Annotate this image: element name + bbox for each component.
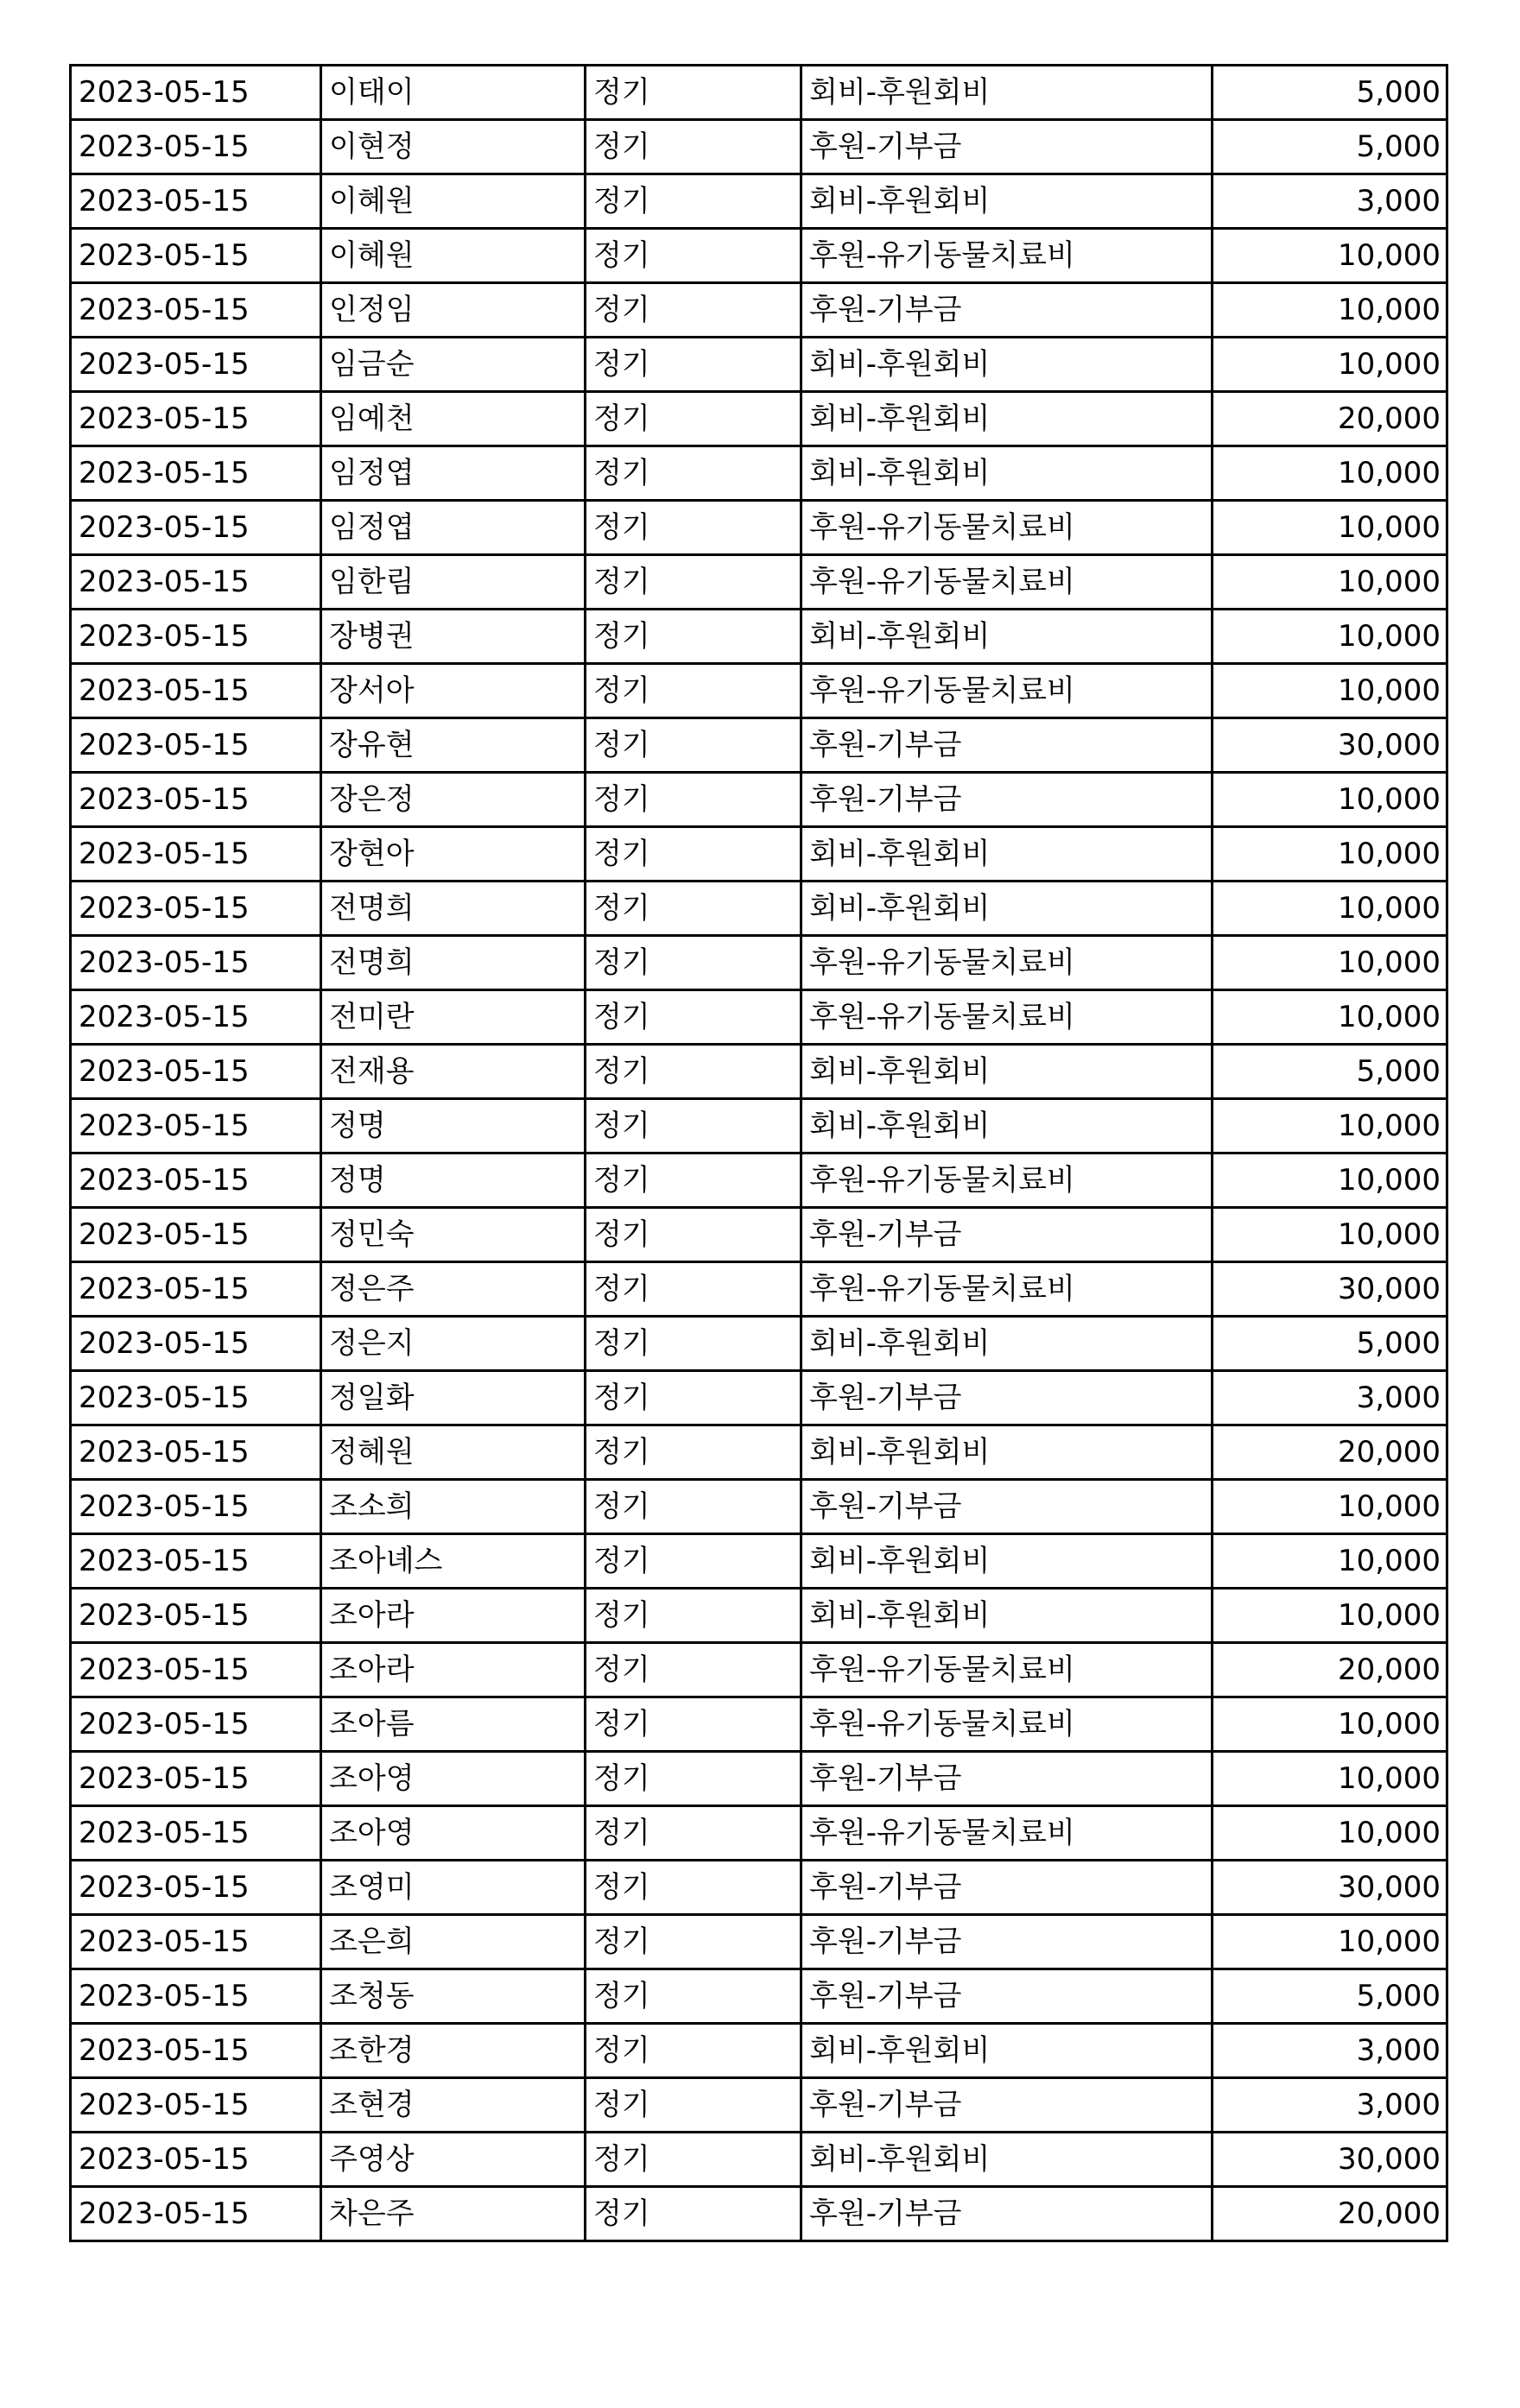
cell-amount: 5,000 <box>1213 1969 1447 2024</box>
cell-category: 후원-기부금 <box>801 1480 1213 1534</box>
cell-donor-name: 임예천 <box>321 392 586 446</box>
cell-donation-type: 정기 <box>586 1534 801 1589</box>
cell-donation-type: 정기 <box>586 1752 801 1806</box>
cell-donor-name: 장유현 <box>321 718 586 773</box>
cell-amount: 30,000 <box>1213 1262 1447 1317</box>
cell-date: 2023-05-15 <box>71 1969 321 2024</box>
cell-date: 2023-05-15 <box>71 1589 321 1643</box>
cell-donation-type: 정기 <box>586 555 801 610</box>
cell-date: 2023-05-15 <box>71 501 321 555</box>
cell-category: 후원-유기동물치료비 <box>801 936 1213 990</box>
table-row <box>71 1806 1447 1861</box>
cell-donor-name: 조소희 <box>321 1480 586 1534</box>
cell-date: 2023-05-15 <box>71 446 321 501</box>
cell-amount: 10,000 <box>1213 1589 1447 1643</box>
cell-donor-name: 정은지 <box>321 1317 586 1371</box>
cell-donation-type: 정기 <box>586 1425 801 1480</box>
table-row <box>71 1153 1447 1208</box>
cell-donation-type: 정기 <box>586 1861 801 1915</box>
table-row <box>71 446 1447 501</box>
cell-donor-name: 조현경 <box>321 2078 586 2133</box>
table-row <box>71 283 1447 338</box>
cell-donor-name: 정명 <box>321 1153 586 1208</box>
cell-category: 후원-유기동물치료비 <box>801 990 1213 1045</box>
cell-category: 회비-후원회비 <box>801 174 1213 229</box>
cell-amount: 3,000 <box>1213 1371 1447 1425</box>
cell-amount: 20,000 <box>1213 1643 1447 1697</box>
cell-category: 후원-유기동물치료비 <box>801 1643 1213 1697</box>
cell-donation-type: 정기 <box>586 2133 801 2187</box>
cell-category: 회비-후원회비 <box>801 1099 1213 1153</box>
cell-donation-type: 정기 <box>586 229 801 283</box>
table-row <box>71 1969 1447 2024</box>
cell-amount: 10,000 <box>1213 229 1447 283</box>
table-row <box>71 392 1447 446</box>
cell-date: 2023-05-15 <box>71 1752 321 1806</box>
cell-amount: 30,000 <box>1213 1861 1447 1915</box>
cell-amount: 20,000 <box>1213 392 1447 446</box>
cell-donor-name: 전명희 <box>321 936 586 990</box>
cell-amount: 20,000 <box>1213 1425 1447 1480</box>
cell-donation-type: 정기 <box>586 1697 801 1752</box>
cell-amount: 10,000 <box>1213 882 1447 936</box>
cell-amount: 10,000 <box>1213 664 1447 718</box>
cell-date: 2023-05-15 <box>71 773 321 827</box>
cell-donor-name: 이현정 <box>321 120 586 174</box>
table-row <box>71 229 1447 283</box>
cell-donor-name: 임금순 <box>321 338 586 392</box>
cell-donor-name: 조은희 <box>321 1915 586 1969</box>
cell-donation-type: 정기 <box>586 990 801 1045</box>
cell-amount: 10,000 <box>1213 1208 1447 1262</box>
cell-amount: 30,000 <box>1213 718 1447 773</box>
cell-date: 2023-05-15 <box>71 718 321 773</box>
cell-category: 후원-기부금 <box>801 1915 1213 1969</box>
cell-donor-name: 장현아 <box>321 827 586 882</box>
cell-donation-type: 정기 <box>586 1208 801 1262</box>
cell-donation-type: 정기 <box>586 1806 801 1861</box>
cell-donor-name: 장병권 <box>321 610 586 664</box>
table-row <box>71 1861 1447 1915</box>
cell-category: 회비-후원회비 <box>801 338 1213 392</box>
table-row <box>71 610 1447 664</box>
cell-amount: 3,000 <box>1213 2078 1447 2133</box>
cell-amount: 10,000 <box>1213 1752 1447 1806</box>
cell-date: 2023-05-15 <box>71 2133 321 2187</box>
cell-category: 후원-유기동물치료비 <box>801 555 1213 610</box>
table-row <box>71 338 1447 392</box>
cell-amount: 5,000 <box>1213 1317 1447 1371</box>
cell-date: 2023-05-15 <box>71 174 321 229</box>
cell-category: 회비-후원회비 <box>801 882 1213 936</box>
cell-donor-name: 정은주 <box>321 1262 586 1317</box>
cell-donation-type: 정기 <box>586 1262 801 1317</box>
cell-category: 후원-유기동물치료비 <box>801 1262 1213 1317</box>
cell-donor-name: 주영상 <box>321 2133 586 2187</box>
table-row <box>71 1262 1447 1317</box>
cell-amount: 10,000 <box>1213 1153 1447 1208</box>
cell-date: 2023-05-15 <box>71 664 321 718</box>
cell-date: 2023-05-15 <box>71 555 321 610</box>
cell-amount: 3,000 <box>1213 2024 1447 2078</box>
cell-donation-type: 정기 <box>586 174 801 229</box>
cell-category: 후원-기부금 <box>801 1861 1213 1915</box>
table-row <box>71 2078 1447 2133</box>
cell-donation-type: 정기 <box>586 501 801 555</box>
cell-date: 2023-05-15 <box>71 1425 321 1480</box>
table-row <box>71 120 1447 174</box>
cell-category: 후원-기부금 <box>801 2078 1213 2133</box>
cell-date: 2023-05-15 <box>71 1262 321 1317</box>
cell-date: 2023-05-15 <box>71 990 321 1045</box>
cell-donor-name: 정일화 <box>321 1371 586 1425</box>
cell-date: 2023-05-15 <box>71 610 321 664</box>
table-row <box>71 664 1447 718</box>
cell-date: 2023-05-15 <box>71 1534 321 1589</box>
cell-category: 후원-기부금 <box>801 1208 1213 1262</box>
cell-amount: 5,000 <box>1213 1045 1447 1099</box>
cell-donor-name: 이혜원 <box>321 229 586 283</box>
cell-donor-name: 조영미 <box>321 1861 586 1915</box>
cell-donor-name: 정민숙 <box>321 1208 586 1262</box>
cell-date: 2023-05-15 <box>71 882 321 936</box>
cell-amount: 5,000 <box>1213 120 1447 174</box>
cell-category: 후원-유기동물치료비 <box>801 1806 1213 1861</box>
cell-donation-type: 정기 <box>586 2187 801 2241</box>
cell-amount: 10,000 <box>1213 555 1447 610</box>
cell-date: 2023-05-15 <box>71 1861 321 1915</box>
cell-category: 회비-후원회비 <box>801 66 1213 120</box>
cell-donation-type: 정기 <box>586 2078 801 2133</box>
cell-donor-name: 임정엽 <box>321 501 586 555</box>
cell-donation-type: 정기 <box>586 66 801 120</box>
cell-amount: 3,000 <box>1213 174 1447 229</box>
cell-donor-name: 차은주 <box>321 2187 586 2241</box>
cell-donation-type: 정기 <box>586 2024 801 2078</box>
cell-amount: 10,000 <box>1213 773 1447 827</box>
cell-date: 2023-05-15 <box>71 1153 321 1208</box>
table-row <box>71 1534 1447 1589</box>
cell-donor-name: 조한경 <box>321 2024 586 2078</box>
ledger-body <box>71 66 1447 2241</box>
cell-date: 2023-05-15 <box>71 1317 321 1371</box>
table-row <box>71 1371 1447 1425</box>
cell-amount: 10,000 <box>1213 990 1447 1045</box>
cell-donation-type: 정기 <box>586 827 801 882</box>
cell-amount: 10,000 <box>1213 446 1447 501</box>
cell-amount: 10,000 <box>1213 1915 1447 1969</box>
cell-category: 후원-유기동물치료비 <box>801 1697 1213 1752</box>
cell-date: 2023-05-15 <box>71 66 321 120</box>
cell-donation-type: 정기 <box>586 1915 801 1969</box>
cell-donor-name: 정명 <box>321 1099 586 1153</box>
cell-donor-name: 조아라 <box>321 1589 586 1643</box>
cell-amount: 10,000 <box>1213 283 1447 338</box>
cell-donation-type: 정기 <box>586 882 801 936</box>
cell-amount: 5,000 <box>1213 66 1447 120</box>
cell-donor-name: 전재용 <box>321 1045 586 1099</box>
cell-donation-type: 정기 <box>586 1317 801 1371</box>
cell-date: 2023-05-15 <box>71 2024 321 2078</box>
table-row <box>71 555 1447 610</box>
cell-category: 후원-유기동물치료비 <box>801 664 1213 718</box>
cell-donor-name: 조아영 <box>321 1752 586 1806</box>
table-row <box>71 827 1447 882</box>
cell-category: 후원-유기동물치료비 <box>801 229 1213 283</box>
donation-ledger-table <box>69 64 1448 2242</box>
cell-amount: 20,000 <box>1213 2187 1447 2241</box>
table-row <box>71 1425 1447 1480</box>
cell-date: 2023-05-15 <box>71 1806 321 1861</box>
cell-amount: 10,000 <box>1213 1534 1447 1589</box>
cell-donor-name: 조청동 <box>321 1969 586 2024</box>
table-row <box>71 1589 1447 1643</box>
cell-donor-name: 임정엽 <box>321 446 586 501</box>
cell-donation-type: 정기 <box>586 1589 801 1643</box>
cell-donation-type: 정기 <box>586 718 801 773</box>
cell-amount: 10,000 <box>1213 501 1447 555</box>
table-row <box>71 936 1447 990</box>
table-row <box>71 1317 1447 1371</box>
cell-date: 2023-05-15 <box>71 120 321 174</box>
cell-category: 후원-기부금 <box>801 2187 1213 2241</box>
cell-amount: 10,000 <box>1213 827 1447 882</box>
cell-donor-name: 전미란 <box>321 990 586 1045</box>
cell-date: 2023-05-15 <box>71 1643 321 1697</box>
cell-category: 회비-후원회비 <box>801 2133 1213 2187</box>
table-row <box>71 1480 1447 1534</box>
cell-donation-type: 정기 <box>586 1153 801 1208</box>
table-row <box>71 718 1447 773</box>
cell-donor-name: 정혜원 <box>321 1425 586 1480</box>
cell-donation-type: 정기 <box>586 446 801 501</box>
cell-date: 2023-05-15 <box>71 1697 321 1752</box>
cell-donor-name: 임한림 <box>321 555 586 610</box>
cell-date: 2023-05-15 <box>71 1480 321 1534</box>
cell-donation-type: 정기 <box>586 283 801 338</box>
table-row <box>71 66 1447 120</box>
cell-donation-type: 정기 <box>586 610 801 664</box>
table-row <box>71 1697 1447 1752</box>
cell-category: 회비-후원회비 <box>801 2024 1213 2078</box>
cell-donor-name: 조아녜스 <box>321 1534 586 1589</box>
table-row <box>71 773 1447 827</box>
cell-donation-type: 정기 <box>586 1643 801 1697</box>
cell-donor-name: 이혜원 <box>321 174 586 229</box>
table-row <box>71 2024 1447 2078</box>
cell-date: 2023-05-15 <box>71 827 321 882</box>
cell-date: 2023-05-15 <box>71 283 321 338</box>
cell-date: 2023-05-15 <box>71 1915 321 1969</box>
cell-date: 2023-05-15 <box>71 229 321 283</box>
cell-donation-type: 정기 <box>586 1371 801 1425</box>
cell-donor-name: 조아름 <box>321 1697 586 1752</box>
table-row <box>71 1643 1447 1697</box>
cell-category: 회비-후원회비 <box>801 446 1213 501</box>
cell-donation-type: 정기 <box>586 664 801 718</box>
cell-category: 회비-후원회비 <box>801 1317 1213 1371</box>
cell-donation-type: 정기 <box>586 1969 801 2024</box>
cell-category: 후원-기부금 <box>801 718 1213 773</box>
cell-date: 2023-05-15 <box>71 936 321 990</box>
cell-date: 2023-05-15 <box>71 1208 321 1262</box>
cell-category: 회비-후원회비 <box>801 610 1213 664</box>
cell-donor-name: 조아영 <box>321 1806 586 1861</box>
table-row <box>71 1752 1447 1806</box>
cell-category: 후원-유기동물치료비 <box>801 1153 1213 1208</box>
cell-category: 후원-기부금 <box>801 120 1213 174</box>
cell-date: 2023-05-15 <box>71 338 321 392</box>
cell-amount: 10,000 <box>1213 1806 1447 1861</box>
cell-amount: 10,000 <box>1213 1697 1447 1752</box>
cell-category: 후원-기부금 <box>801 1969 1213 2024</box>
cell-donor-name: 장은정 <box>321 773 586 827</box>
cell-date: 2023-05-15 <box>71 2078 321 2133</box>
table-row <box>71 1915 1447 1969</box>
table-row <box>71 1045 1447 1099</box>
cell-donor-name: 인정임 <box>321 283 586 338</box>
cell-donor-name: 전명희 <box>321 882 586 936</box>
cell-amount: 10,000 <box>1213 936 1447 990</box>
cell-category: 회비-후원회비 <box>801 1045 1213 1099</box>
table-row <box>71 501 1447 555</box>
cell-date: 2023-05-15 <box>71 2187 321 2241</box>
table-row <box>71 174 1447 229</box>
cell-donor-name: 이태이 <box>321 66 586 120</box>
cell-amount: 10,000 <box>1213 338 1447 392</box>
cell-donation-type: 정기 <box>586 120 801 174</box>
cell-donation-type: 정기 <box>586 1099 801 1153</box>
cell-donation-type: 정기 <box>586 1045 801 1099</box>
cell-category: 회비-후원회비 <box>801 827 1213 882</box>
cell-amount: 10,000 <box>1213 610 1447 664</box>
table-row <box>71 1208 1447 1262</box>
table-row <box>71 882 1447 936</box>
cell-category: 후원-기부금 <box>801 1752 1213 1806</box>
cell-date: 2023-05-15 <box>71 1045 321 1099</box>
cell-donor-name: 장서아 <box>321 664 586 718</box>
cell-category: 회비-후원회비 <box>801 392 1213 446</box>
cell-category: 회비-후원회비 <box>801 1589 1213 1643</box>
cell-amount: 30,000 <box>1213 2133 1447 2187</box>
table-row <box>71 990 1447 1045</box>
cell-donation-type: 정기 <box>586 773 801 827</box>
table-row <box>71 1099 1447 1153</box>
cell-category: 후원-기부금 <box>801 1371 1213 1425</box>
table-row <box>71 2133 1447 2187</box>
cell-donation-type: 정기 <box>586 392 801 446</box>
cell-donor-name: 조아라 <box>321 1643 586 1697</box>
cell-donation-type: 정기 <box>586 1480 801 1534</box>
cell-category: 회비-후원회비 <box>801 1534 1213 1589</box>
cell-amount: 10,000 <box>1213 1099 1447 1153</box>
cell-category: 후원-기부금 <box>801 773 1213 827</box>
cell-donation-type: 정기 <box>586 936 801 990</box>
table-row <box>71 2187 1447 2241</box>
cell-category: 후원-기부금 <box>801 283 1213 338</box>
cell-amount: 10,000 <box>1213 1480 1447 1534</box>
cell-category: 회비-후원회비 <box>801 1425 1213 1480</box>
cell-date: 2023-05-15 <box>71 1099 321 1153</box>
cell-category: 후원-유기동물치료비 <box>801 501 1213 555</box>
cell-date: 2023-05-15 <box>71 1371 321 1425</box>
cell-donation-type: 정기 <box>586 338 801 392</box>
cell-date: 2023-05-15 <box>71 392 321 446</box>
